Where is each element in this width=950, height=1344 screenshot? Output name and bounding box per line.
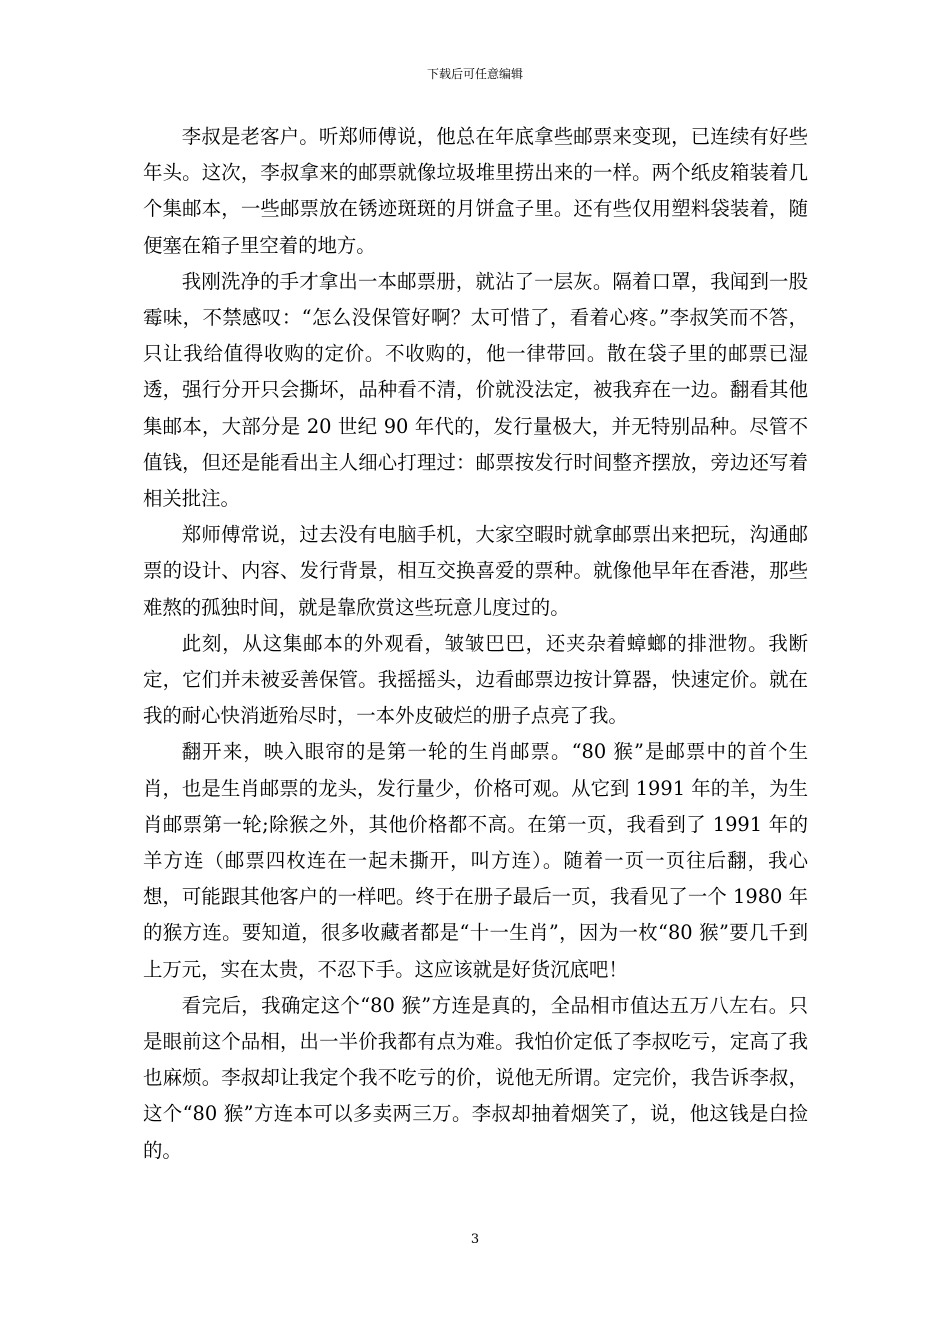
paragraph-6: 看完后，我确定这个“80 猴”方连是真的，全品相市值达五万八左右。只是眼前这个品相，出一半价我都有点为难。我怕价定低了李叔吃亏，定高了我也麻烦。李叔却让我定个我不吃亏的价，说他无所谓。定完价，我告诉李叔，这个“80 猴”方连本可以多卖两三万。李叔却抽着烟笑了，说，他这钱是白捡的。 bbox=[143, 993, 808, 1162]
paragraph-2: 我刚洗净的手才拿出一本邮票册，就沾了一层灰。隔着口罩，我闻到一股霉味，不禁感叹：“怎么没保管好啊？太可惜了，看着心疼。”李叔笑而不答，只让我给值得收购的定价。不收购的，他一律带回。散在袋子里的邮票已湿透，强行分开只会撕坏，品种看不清，价就没法定，被我弃在一边。翻看其他集邮本，大部分是 20 世纪 90 年代的，发行量极大，并无特别品种。尽管不值钱，但还是能看出主人细心打理过：邮票按发行时间整齐摆放，旁边还写着相关批注。 bbox=[143, 269, 808, 511]
paragraph-4: 此刻，从这集邮本的外观看，皱皱巴巴，还夹杂着蟑螂的排泄物。我断定，它们并未被妥善保管。我摇摇头，边看邮票边按计算器，快速定价。就在我的耐心快消逝殆尽时，一本外皮破烂的册子点亮了我。 bbox=[143, 631, 808, 728]
paragraph-3: 郑师傅常说，过去没有电脑手机，大家空暇时就拿邮票出来把玩，沟通邮票的设计、内容、发行背景，相互交换喜爱的票种。就像他早年在香港，那些难熬的孤独时间，就是靠欣赏这些玩意儿度过的。 bbox=[143, 523, 808, 619]
paragraph-5: 翻开来，映入眼帘的是第一轮的生肖邮票。“80 猴”是邮票中的首个生肖，也是生肖邮票的龙头，发行量少，价格可观。从它到 1991 年的羊，为生肖邮票第一轮;除猴之外，其他价格都不高。在第一页，我看到了 1991 年的羊方连（邮票四枚连在一起未撕开，叫方连）。随着一页一页往后翻，我心想，可能跟其他客户的一样吧。终于在册子最后一页，我看见了一个 1980 年的猴方连。要知道，很多收藏者都是“十一生肖”，因为一枚“80 猴”要几千到上万元，实在太贵，不忍下手。这应该就是好货沉底吧！ bbox=[143, 740, 808, 981]
page-header: 下载后可任意编辑 bbox=[426, 67, 523, 81]
paragraph-1: 李叔是老客户。听郑师傅说，他总在年底拿些邮票来变现，已连续有好些年头。这次，李叔拿来的邮票就像垃圾堆里捞出来的一样。两个纸皮箱装着几个集邮本，一些邮票放在锈迹斑斑的月饼盒子里。还有些仅用塑料袋装着，随便塞在箱子里空着的地方。 bbox=[143, 125, 808, 257]
document-body bbox=[143, 119, 808, 1169]
page-number: 3 bbox=[470, 1232, 480, 1247]
